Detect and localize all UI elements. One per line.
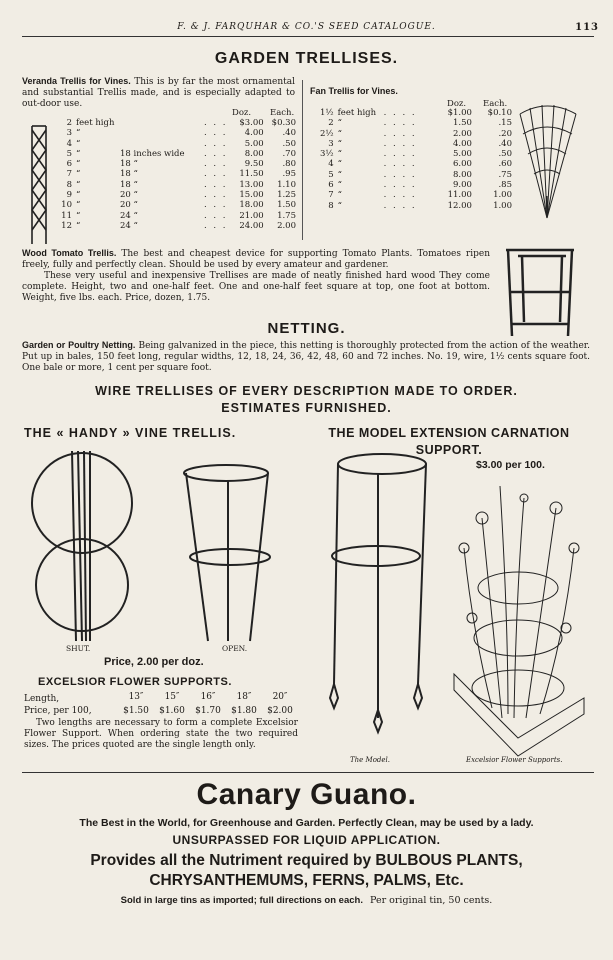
row-size: 3½ bbox=[320, 149, 334, 160]
row-leader: . . . . bbox=[383, 138, 417, 149]
row-doz-price: 2.00 bbox=[452, 128, 472, 139]
handy-trellis-images bbox=[22, 445, 290, 647]
row-each-price: $0.30 bbox=[271, 118, 296, 128]
row-unit: “ bbox=[337, 159, 343, 170]
netting-name: Garden or Poultry Netting. bbox=[22, 340, 136, 350]
row-width: 24 “ bbox=[120, 210, 138, 221]
fan-row bbox=[318, 170, 514, 180]
row-unit: “ bbox=[76, 148, 81, 159]
row-doz-price: 24.00 bbox=[239, 220, 264, 231]
row-unit: “ bbox=[76, 220, 81, 231]
row-doz-price: 11.00 bbox=[447, 190, 472, 201]
row-doz-price: 18.00 bbox=[239, 200, 264, 211]
row-unit: “ bbox=[337, 190, 343, 201]
row-unit: “ bbox=[76, 210, 81, 221]
page-number: 113 bbox=[575, 22, 599, 33]
fan-row bbox=[318, 159, 514, 169]
row-each-price: .95 bbox=[282, 169, 296, 180]
row-size: 2 bbox=[66, 118, 72, 128]
netting-block bbox=[22, 340, 590, 374]
row-width bbox=[118, 118, 202, 128]
model-title-1: THE MODEL EXTENSION CARNATION bbox=[328, 426, 570, 440]
handy-price: Price, 2.00 per doz. bbox=[104, 656, 204, 668]
row-leader: . . . bbox=[204, 169, 228, 180]
veranda-col-each: Each. bbox=[270, 108, 295, 118]
column-divider bbox=[302, 80, 303, 240]
row-leader: . . . bbox=[204, 118, 228, 128]
excelsior-length: 18″ bbox=[236, 692, 252, 702]
excelsior-caption: Excelsior Flower Supports. bbox=[466, 756, 563, 764]
row-doz-price: 13.00 bbox=[239, 179, 264, 190]
row-width: 20 “ bbox=[120, 190, 138, 201]
fan-col-each: Each. bbox=[483, 99, 508, 109]
veranda-row bbox=[58, 169, 298, 179]
row-size: 2 bbox=[328, 118, 334, 129]
row-leader: . . . bbox=[204, 190, 228, 201]
row-size: 10 bbox=[61, 200, 72, 211]
row-doz-price: 11.50 bbox=[239, 169, 264, 180]
veranda-trellis-image bbox=[22, 122, 56, 246]
tomato-desc-1: The best and cheapest device for supporting Tomato Plants. Tomatoes ripen freely, fully and perfectly clean. Should be used by every amateur and gardener. bbox=[22, 249, 490, 270]
row-size: 6 bbox=[328, 180, 334, 191]
row-leader: . . . . bbox=[383, 190, 417, 201]
fan-row bbox=[318, 190, 514, 200]
row-each-price: .40 bbox=[498, 138, 512, 149]
model-caption: The Model. bbox=[350, 756, 391, 764]
row-size: 11 bbox=[61, 210, 72, 221]
excelsior-length: 15″ bbox=[164, 692, 180, 702]
veranda-row bbox=[58, 128, 298, 138]
row-doz-price: 5.00 bbox=[452, 149, 472, 160]
canary-sold-note: Sold in large tins as imported; full directions on each. bbox=[120, 895, 363, 906]
excelsior-length: 16″ bbox=[200, 692, 216, 702]
veranda-row bbox=[58, 180, 298, 190]
row-unit: “ bbox=[337, 149, 343, 160]
canary-line-4: CHRYSANTHEMUMS, FERNS, PALMS, Etc. bbox=[149, 872, 464, 889]
excelsior-price: $1.70 bbox=[195, 706, 221, 716]
section-rule bbox=[22, 772, 594, 773]
page-header bbox=[0, 22, 613, 32]
row-leader: . . . bbox=[204, 138, 228, 149]
row-unit: “ bbox=[76, 179, 81, 190]
excelsior-prices bbox=[118, 706, 298, 717]
row-unit: “ bbox=[76, 159, 81, 170]
excelsior-length-label: Length, bbox=[24, 694, 60, 704]
row-unit: “ bbox=[76, 169, 81, 180]
canary-line-2: UNSURPASSED FOR LIQUID APPLICATION. bbox=[172, 833, 441, 847]
row-size: 6 bbox=[66, 159, 72, 170]
veranda-intro bbox=[22, 76, 295, 110]
row-leader: . . . bbox=[204, 220, 228, 231]
row-size: 1½ bbox=[320, 108, 334, 118]
row-leader: . . . bbox=[204, 159, 228, 170]
excelsior-length: 13″ bbox=[128, 692, 144, 702]
veranda-row bbox=[58, 139, 298, 149]
row-width: 18 inches wide bbox=[120, 148, 185, 159]
row-doz-price: 1.50 bbox=[452, 118, 472, 129]
row-doz-price: 5.00 bbox=[244, 138, 264, 149]
tomato-block bbox=[22, 248, 490, 304]
handy-open-caption: OPEN. bbox=[222, 644, 248, 653]
row-doz-price: 8.00 bbox=[452, 169, 472, 180]
row-unit: “ bbox=[76, 200, 81, 211]
catalogue-title: F. & J. FARQUHAR & CO.'S SEED CATALOGUE. bbox=[177, 22, 436, 32]
canary-tin-price: Per original tin, 50 cents. bbox=[370, 895, 493, 906]
row-unit: feet high bbox=[76, 118, 115, 128]
row-leader: . . . . bbox=[383, 159, 417, 170]
row-size: 8 bbox=[328, 200, 334, 211]
row-leader: . . . . bbox=[383, 180, 417, 191]
fan-row bbox=[318, 139, 514, 149]
tomato-desc-2: These very useful and inexpensive Trellises are made of neatly finished hard wood They come complete. Height, two and one-half feet. One and one-half feet square at top, one foot at bottom. Weight, five lbs. each. Price, dozen, 1.75. bbox=[22, 271, 490, 303]
row-doz-price: 8.00 bbox=[244, 148, 264, 159]
canary-guano-title: Canary Guano. bbox=[196, 778, 417, 811]
row-leader: . . . . bbox=[383, 200, 417, 211]
fan-price-table bbox=[318, 108, 514, 211]
row-each-price: .20 bbox=[498, 128, 512, 139]
row-leader: . . . bbox=[204, 200, 228, 211]
row-each-price: .50 bbox=[498, 149, 512, 160]
row-each-price: 1.25 bbox=[277, 190, 296, 201]
row-each-price: $0.10 bbox=[487, 108, 512, 118]
veranda-name: Veranda Trellis for Vines. bbox=[22, 76, 131, 86]
row-each-price: .70 bbox=[282, 148, 296, 159]
veranda-row bbox=[58, 221, 298, 231]
model-support-image bbox=[322, 448, 442, 738]
row-each-price: .75 bbox=[498, 169, 512, 180]
fan-row bbox=[318, 108, 514, 118]
excelsior-price: $1.80 bbox=[231, 706, 257, 716]
tomato-name: Wood Tomato Trellis. bbox=[22, 248, 117, 258]
veranda-price-table bbox=[58, 118, 298, 231]
row-each-price: 1.75 bbox=[277, 210, 296, 221]
excelsior-length: 20″ bbox=[272, 692, 288, 702]
handy-title: THE « HANDY » VINE TRELLIS. bbox=[24, 426, 237, 440]
row-doz-price: 9.00 bbox=[452, 180, 472, 191]
row-each-price: 1.50 bbox=[277, 200, 296, 211]
model-title-2: SUPPORT. bbox=[415, 443, 483, 457]
fan-trellis-image bbox=[518, 104, 580, 220]
excelsior-price: $1.60 bbox=[159, 706, 185, 716]
row-each-price: 1.00 bbox=[493, 190, 512, 201]
row-width: 20 “ bbox=[120, 200, 138, 211]
row-size: 7 bbox=[328, 190, 334, 201]
row-doz-price: $3.00 bbox=[239, 118, 264, 128]
excelsior-price: $2.00 bbox=[267, 706, 293, 716]
row-each-price: .60 bbox=[498, 159, 512, 170]
row-size: 3 bbox=[66, 128, 72, 139]
row-size: 3 bbox=[328, 138, 334, 149]
veranda-row bbox=[58, 211, 298, 221]
excelsior-title: EXCELSIOR FLOWER SUPPORTS. bbox=[38, 676, 232, 688]
row-leader: . . . . bbox=[383, 149, 417, 160]
wire-trellises-line: WIRE TRELLISES OF EVERY DESCRIPTION MADE TO ORDER. bbox=[95, 384, 518, 398]
fan-row bbox=[318, 118, 514, 128]
estimates-line: ESTIMATES FURNISHED. bbox=[221, 401, 392, 415]
fan-row bbox=[318, 129, 514, 139]
row-size: 2½ bbox=[320, 128, 334, 139]
row-doz-price: 12.00 bbox=[447, 200, 472, 211]
row-each-price: 1.10 bbox=[277, 179, 296, 190]
row-width: 18 “ bbox=[120, 169, 138, 180]
fan-row bbox=[318, 201, 514, 211]
row-doz-price: 15.00 bbox=[239, 190, 264, 201]
row-each-price: 1.00 bbox=[493, 200, 512, 211]
fan-row bbox=[318, 149, 514, 159]
row-leader: . . . . bbox=[383, 169, 417, 180]
row-each-price: .40 bbox=[282, 128, 296, 139]
row-leader: . . . bbox=[204, 179, 228, 190]
row-doz-price: 9.50 bbox=[244, 159, 264, 170]
row-size: 4 bbox=[328, 159, 334, 170]
excelsior-price: $1.50 bbox=[123, 706, 149, 716]
row-leader: . . . . bbox=[383, 108, 417, 118]
row-size: 5 bbox=[66, 148, 72, 159]
row-width: 24 “ bbox=[120, 220, 138, 231]
header-rule bbox=[22, 36, 594, 37]
veranda-row bbox=[58, 159, 298, 169]
row-each-price: 2.00 bbox=[277, 220, 296, 231]
row-size: 7 bbox=[66, 169, 72, 180]
row-size: 5 bbox=[328, 169, 334, 180]
row-each-price: .85 bbox=[498, 180, 512, 191]
row-unit: “ bbox=[337, 118, 343, 129]
excelsior-price-label: Price, per 100, bbox=[24, 706, 92, 716]
fan-name: Fan Trellis for Vines. bbox=[310, 86, 398, 96]
fan-row bbox=[318, 180, 514, 190]
row-unit: feet high bbox=[337, 108, 377, 118]
row-unit: “ bbox=[337, 128, 343, 139]
section-title-netting: NETTING. bbox=[267, 320, 346, 337]
row-size: 8 bbox=[66, 179, 72, 190]
row-doz-price: 21.00 bbox=[239, 210, 264, 221]
excelsior-note: Two lengths are necessary to form a complete Excelsior Flower Support. When ordering state the two required sizes. The prices quoted are the single length only. bbox=[24, 718, 298, 750]
row-size: 12 bbox=[61, 220, 72, 231]
row-leader: . . . . bbox=[383, 128, 417, 139]
row-size: 9 bbox=[66, 190, 72, 201]
model-price: $3.00 per 100. bbox=[476, 459, 545, 471]
row-unit: “ bbox=[337, 138, 343, 149]
row-leader: . . . bbox=[204, 128, 228, 139]
netting-desc: Being galvanized in the piece, this netting is thoroughly protected from the action of the weather. Put up in bales, 150 feet long, regular widths, 12, 18, 24, 36, 42, 48, 60 and 72 inches. No. 19, wire, 1½ cents square foot. One bale or more, 1 cent per square foot. bbox=[22, 341, 590, 373]
veranda-row bbox=[58, 200, 298, 210]
row-width bbox=[118, 139, 202, 149]
row-doz-price: 4.00 bbox=[244, 128, 264, 139]
canary-line-3: Provides all the Nutriment required by BULBOUS PLANTS, bbox=[90, 852, 523, 869]
row-width: 18 “ bbox=[120, 159, 138, 170]
veranda-col-doz: Doz. bbox=[232, 108, 252, 118]
row-unit: “ bbox=[76, 190, 81, 201]
row-unit: “ bbox=[76, 138, 81, 149]
row-doz-price: $1.00 bbox=[447, 108, 472, 118]
excelsior-lengths bbox=[118, 692, 298, 703]
row-each-price: .80 bbox=[282, 159, 296, 170]
row-each-price: .15 bbox=[498, 118, 512, 129]
veranda-row bbox=[58, 149, 298, 159]
veranda-desc: This is by far the most ornamental and substantial Trellis made, and is especially adapted to out-door use. bbox=[22, 77, 295, 109]
handy-shut-caption: SHUT. bbox=[66, 644, 91, 653]
fan-col-doz: Doz. bbox=[447, 99, 467, 109]
row-width bbox=[118, 128, 202, 138]
row-doz-price: 6.00 bbox=[452, 159, 472, 170]
row-unit: “ bbox=[337, 200, 343, 211]
canary-line-5 bbox=[0, 895, 613, 906]
row-each-price: .50 bbox=[282, 138, 296, 149]
row-leader: . . . bbox=[204, 148, 228, 159]
row-leader: . . . bbox=[204, 210, 228, 221]
excelsior-supports-image bbox=[452, 478, 586, 764]
row-unit: “ bbox=[337, 169, 343, 180]
row-unit: “ bbox=[76, 128, 81, 139]
row-leader: . . . . bbox=[383, 118, 417, 129]
row-width: 18 “ bbox=[120, 179, 138, 190]
canary-line-1: The Best in the World, for Greenhouse and Garden. Perfectly Clean, may be used by a lady. bbox=[79, 817, 534, 829]
row-doz-price: 4.00 bbox=[452, 138, 472, 149]
row-size: 4 bbox=[66, 138, 72, 149]
veranda-row bbox=[58, 190, 298, 200]
row-unit: “ bbox=[337, 180, 343, 191]
veranda-row bbox=[58, 118, 298, 128]
section-title-garden-trellises: GARDEN TRELLISES. bbox=[214, 50, 399, 67]
